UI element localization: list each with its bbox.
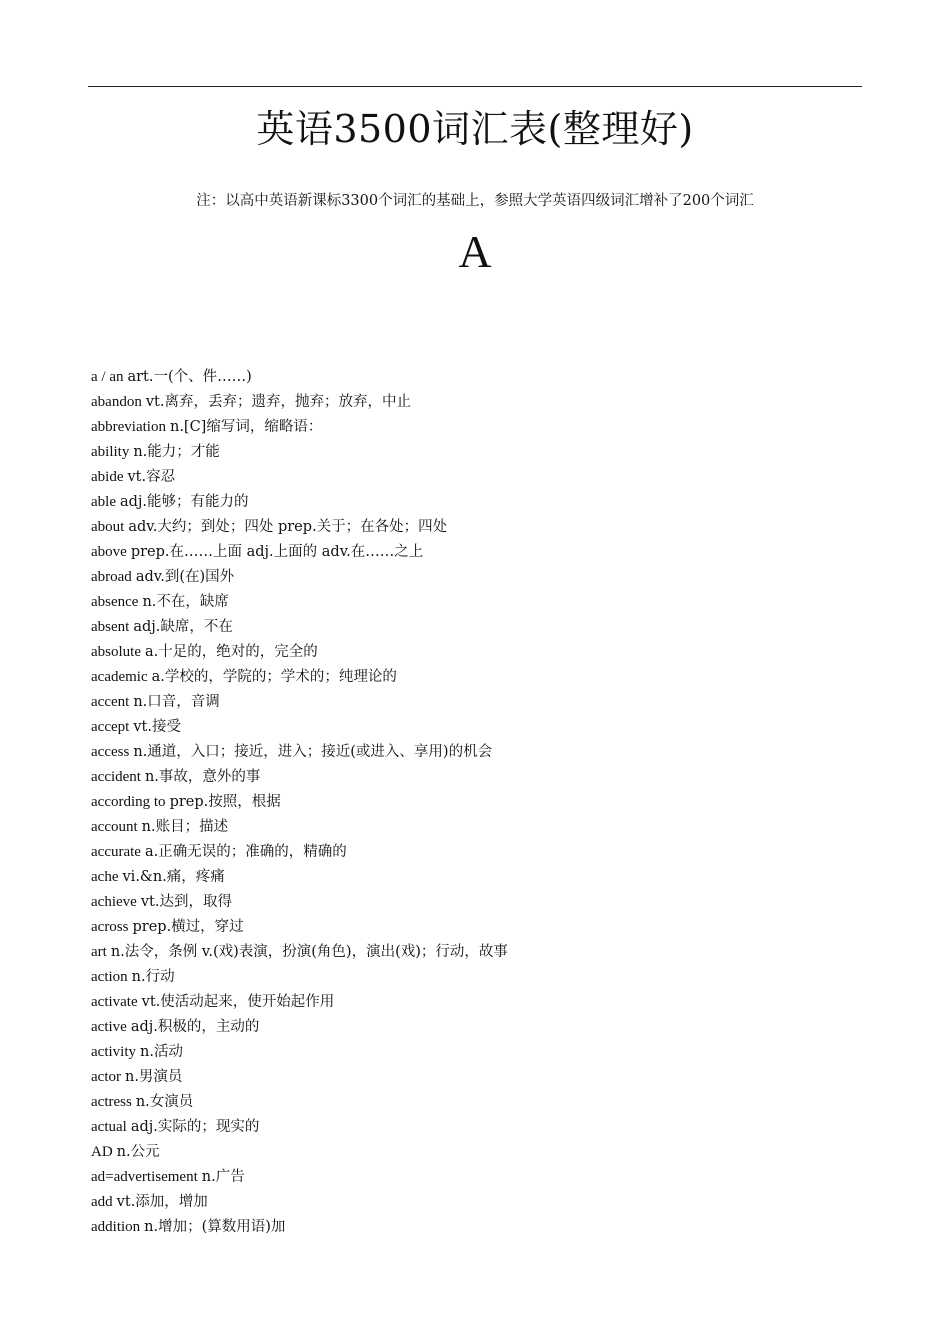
headword: add bbox=[91, 1194, 113, 1210]
definition: prep.横过，穿过 bbox=[132, 919, 244, 935]
headword: access bbox=[91, 744, 130, 760]
vocab-entry bbox=[91, 1189, 508, 1214]
headword: accident bbox=[91, 769, 141, 785]
definition: n.女演员 bbox=[135, 1094, 194, 1110]
section-heading: A bbox=[458, 226, 492, 277]
headword: actress bbox=[91, 1094, 132, 1110]
definition: vt.添加，增加 bbox=[116, 1194, 208, 1210]
vocab-entry bbox=[91, 964, 508, 989]
vocab-entry bbox=[91, 839, 508, 864]
definition: n.活动 bbox=[140, 1044, 183, 1060]
headword: activity bbox=[91, 1044, 136, 1060]
vocab-entry bbox=[91, 814, 508, 839]
vocab-entry bbox=[91, 914, 508, 939]
vocab-entry bbox=[91, 539, 508, 564]
vocab-entry bbox=[91, 1039, 508, 1064]
headword: accurate bbox=[91, 844, 141, 860]
headword: about bbox=[91, 519, 125, 535]
header-rule bbox=[88, 86, 862, 87]
vocab-entry bbox=[91, 489, 508, 514]
headword: abide bbox=[91, 469, 124, 485]
headword: absence bbox=[91, 594, 139, 610]
definition: vt.容忍 bbox=[127, 469, 176, 485]
vocab-entry bbox=[91, 389, 508, 414]
definition: vi.&n.痛，疼痛 bbox=[122, 869, 225, 885]
headword: actual bbox=[91, 1119, 127, 1135]
page-title: 英语3500词汇表(整理好) bbox=[256, 107, 694, 152]
definition: adj.缺席，不在 bbox=[133, 619, 233, 635]
headword: activate bbox=[91, 994, 138, 1010]
headword: accept bbox=[91, 719, 130, 735]
headword: AD bbox=[91, 1144, 113, 1160]
vocab-entry bbox=[91, 1164, 508, 1189]
vocab-entry bbox=[91, 989, 508, 1014]
definition: a.学校的，学院的；学术的；纯理论的 bbox=[151, 669, 397, 685]
headword: addition bbox=[91, 1219, 141, 1235]
vocab-entry bbox=[91, 614, 508, 639]
definition: n.男演员 bbox=[124, 1069, 183, 1085]
headword: a / an bbox=[91, 369, 124, 385]
vocab-entry bbox=[91, 789, 508, 814]
vocab-entry bbox=[91, 1014, 508, 1039]
definition: adj.能够；有能力的 bbox=[119, 494, 249, 510]
definition: adv.大约；到处；四处 prep.关于；在各处；四处 bbox=[128, 519, 448, 535]
headword: art bbox=[91, 944, 107, 960]
headword: actor bbox=[91, 1069, 121, 1085]
headword: absolute bbox=[91, 644, 141, 660]
vocab-entry bbox=[91, 1114, 508, 1139]
headword: able bbox=[91, 494, 116, 510]
definition: n.行动 bbox=[131, 969, 175, 985]
vocab-entry bbox=[91, 464, 508, 489]
vocab-entry bbox=[91, 739, 508, 764]
definition: prep.按照，根据 bbox=[169, 794, 281, 810]
headword: ability bbox=[91, 444, 130, 460]
definition: n.法令，条例 v.(戏)表演，扮演(角色)，演出(戏)；行动，故事 bbox=[110, 944, 508, 960]
definition: a.正确无误的；准确的，精确的 bbox=[144, 844, 347, 860]
headword: academic bbox=[91, 669, 148, 685]
headword: ad=advertisement bbox=[91, 1169, 198, 1185]
headword: above bbox=[91, 544, 127, 560]
vocab-entry bbox=[91, 889, 508, 914]
vocab-entry bbox=[91, 864, 508, 889]
vocab-entry bbox=[91, 689, 508, 714]
definition: vt.达到，取得 bbox=[140, 894, 232, 910]
vocab-entry bbox=[91, 514, 508, 539]
vocab-entry bbox=[91, 439, 508, 464]
definition: adj.积极的，主动的 bbox=[130, 1019, 260, 1035]
definition: art.一(个、件……) bbox=[127, 369, 252, 385]
headword: active bbox=[91, 1019, 127, 1035]
vocab-entry bbox=[91, 714, 508, 739]
definition: n.[C]缩写词，缩略语： bbox=[169, 419, 323, 435]
definition: n.通道，入口；接近，进入；接近(或进入、享用)的机会 bbox=[133, 744, 493, 760]
vocab-entry bbox=[91, 564, 508, 589]
headword: abandon bbox=[91, 394, 142, 410]
headword: action bbox=[91, 969, 128, 985]
vocabulary-list bbox=[91, 364, 508, 1239]
definition: n.能力；才能 bbox=[133, 444, 220, 460]
headword: absent bbox=[91, 619, 130, 635]
definition: vt.使活动起来，使开始起作用 bbox=[141, 994, 335, 1010]
vocab-entry bbox=[91, 664, 508, 689]
definition: adj.实际的；现实的 bbox=[130, 1119, 260, 1135]
note-text: 注：以高中英语新课标3300个词汇的基础上，参照大学英语四级词汇增补了200个词汇 bbox=[196, 193, 754, 209]
headword: abbreviation bbox=[91, 419, 166, 435]
definition: n.公元 bbox=[116, 1144, 160, 1160]
vocab-entry bbox=[91, 589, 508, 614]
definition: a.十足的，绝对的，完全的 bbox=[145, 644, 318, 660]
definition: n.账目；描述 bbox=[141, 819, 229, 835]
headword: across bbox=[91, 919, 129, 935]
vocab-entry bbox=[91, 1214, 508, 1239]
definition: n.不在，缺席 bbox=[142, 594, 229, 610]
vocab-entry bbox=[91, 1064, 508, 1089]
headword: accent bbox=[91, 694, 130, 710]
vocab-entry bbox=[91, 1089, 508, 1114]
definition: vt.离弃，丢弃；遗弃，抛弃；放弃，中止 bbox=[145, 394, 411, 410]
vocab-entry bbox=[91, 364, 508, 389]
definition: adv.到(在)国外 bbox=[135, 569, 235, 585]
vocab-entry bbox=[91, 1139, 508, 1164]
vocab-entry bbox=[91, 764, 508, 789]
definition: vt.接受 bbox=[133, 719, 181, 735]
definition: n.事故，意外的事 bbox=[144, 769, 261, 785]
vocab-entry bbox=[91, 939, 508, 964]
definition: n.广告 bbox=[201, 1169, 245, 1185]
headword: account bbox=[91, 819, 138, 835]
headword: ache bbox=[91, 869, 119, 885]
definition: n.增加；(算数用语)加 bbox=[144, 1219, 286, 1235]
definition: prep.在……上面 adj.上面的 adv.在……之上 bbox=[130, 544, 424, 560]
vocab-entry bbox=[91, 414, 508, 439]
headword: abroad bbox=[91, 569, 132, 585]
vocab-entry bbox=[91, 639, 508, 664]
headword: according to bbox=[91, 794, 166, 810]
headword: achieve bbox=[91, 894, 137, 910]
definition: n.口音，音调 bbox=[133, 694, 220, 710]
